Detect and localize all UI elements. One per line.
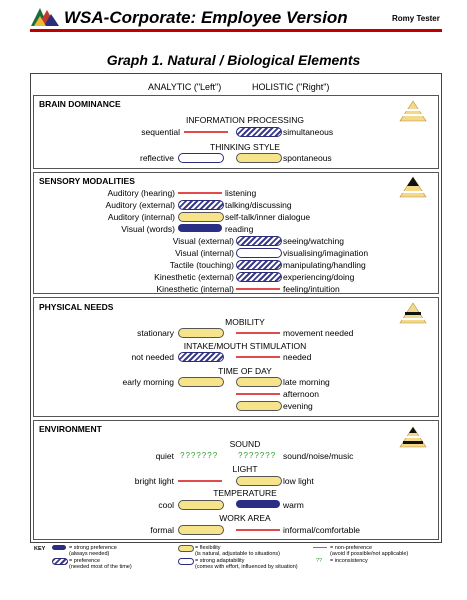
label-low-light: low light (283, 476, 314, 486)
label-listening: listening (225, 188, 257, 198)
bar-nonpreference (236, 332, 280, 334)
pyramid-icon (399, 100, 427, 122)
inconsistency-marker: ??????? (238, 451, 277, 460)
inconsistency-marker: ??????? (180, 451, 219, 460)
work-area-heading: WORK AREA (219, 513, 271, 523)
label-visual-internal: Visual (internal) (175, 248, 234, 258)
label-tactile: Tactile (touching) (169, 260, 234, 270)
label-bright-light: bright light (134, 476, 174, 486)
key-nonpreference-text: = non-preference (330, 545, 373, 551)
label-kinesthetic-external: Kinesthetic (external) (154, 272, 234, 282)
time-of-day-heading: TIME OF DAY (218, 366, 272, 376)
bar-flexibility (178, 500, 224, 510)
bar-flexibility (178, 525, 224, 535)
key-inconsistency-swatch: ?? (316, 558, 323, 564)
section-title: SENSORY MODALITIES (39, 176, 135, 186)
bar-flexibility (236, 476, 282, 486)
info-processing-heading: INFORMATION PROCESSING (186, 115, 304, 125)
bar-strong-adaptability (178, 153, 224, 163)
bar-nonpreference (236, 529, 280, 531)
key-label: KEY (34, 546, 46, 552)
label-manipulating: manipulating/handling (283, 260, 366, 270)
label-cool: cool (158, 500, 174, 510)
light-heading: LIGHT (232, 464, 258, 474)
section-title: ENVIRONMENT (39, 424, 102, 434)
label-needed: needed (283, 352, 312, 362)
label-evening: evening (283, 401, 313, 411)
label-reading: reading (225, 224, 254, 234)
bar-flexibility (178, 328, 224, 338)
column-header-left: ANALYTIC ("Left") (148, 82, 222, 92)
label-reflective: reflective (139, 153, 174, 163)
label-visual-words: Visual (words) (121, 224, 175, 234)
user-name: Romy Tester (392, 14, 440, 23)
bar-strong-preference (178, 224, 222, 232)
key-strong-swatch (52, 545, 66, 550)
bar-nonpreference (178, 480, 222, 482)
label-talking: talking/discussing (225, 200, 292, 210)
bar-strong-adaptability (236, 248, 282, 258)
key-strong-text: = strong preference (69, 545, 117, 551)
bar-nonpreference (236, 356, 280, 358)
label-visual-external: Visual (external) (172, 236, 234, 246)
pyramid-icon (399, 426, 427, 448)
section-title: PHYSICAL NEEDS (39, 302, 114, 312)
label-stationary: stationary (137, 328, 174, 338)
bar-preference (236, 127, 282, 137)
label-experiencing: experiencing/doing (283, 272, 355, 282)
label-seeing: seeing/watching (283, 236, 344, 246)
label-movement-needed: movement needed (283, 328, 354, 338)
bar-preference (178, 352, 224, 362)
column-header-right: HOLISTIC ("Right") (252, 82, 330, 92)
label-afternoon: afternoon (283, 389, 319, 399)
bar-nonpreference (236, 393, 280, 395)
key-preference-swatch (52, 558, 68, 565)
label-feeling: feeling/intuition (283, 284, 340, 294)
bar-preference (236, 260, 282, 270)
key-inconsistency-text: = inconsistency (330, 558, 368, 564)
label-auditory-external: Auditory (external) (105, 200, 175, 210)
key-strong-adaptability-swatch (178, 558, 194, 565)
label-visualising: visualising/imagination (283, 248, 369, 258)
bar-preference (236, 272, 282, 282)
bar-flexibility (178, 212, 224, 222)
bar-preference (236, 236, 282, 246)
label-kinesthetic-internal: Kinesthetic (internal) (156, 284, 234, 294)
label-not-needed: not needed (131, 352, 174, 362)
key-strong-adaptability-text: = strong adaptability (195, 558, 245, 564)
key-preference-text: = preference (69, 558, 101, 564)
bar-nonpreference (236, 288, 280, 290)
key-flexibility-desc: (is natural, adjustable to situations) (195, 551, 280, 557)
key-preference-desc: (needed most of the time) (69, 564, 132, 570)
label-informal: informal/comfortable (283, 525, 361, 535)
key-flexibility-text: = flexibility (195, 545, 221, 551)
intake-heading: INTAKE/MOUTH STIMULATION (183, 341, 307, 351)
key-flexibility-swatch (178, 545, 194, 552)
label-formal: formal (150, 525, 174, 535)
temperature-heading: TEMPERATURE (213, 488, 277, 498)
pyramid-icon (399, 176, 427, 198)
bar-nonpreference (178, 192, 222, 194)
label-auditory-internal: Auditory (internal) (107, 212, 175, 222)
label-late-morning: late morning (283, 377, 330, 387)
label-early-morning: early morning (122, 377, 174, 387)
mobility-heading: MOBILITY (225, 317, 265, 327)
key-nonpreference-desc: (avoid if possible/not applicable) (330, 551, 409, 557)
key-strong-adaptability-desc: (comes with effort, influenced by situation) (195, 564, 298, 570)
bar-strong-preference (236, 500, 280, 508)
label-quiet: quiet (155, 451, 174, 461)
header-rule (30, 29, 442, 32)
bar-flexibility (236, 401, 282, 411)
label-sound-noise-music: sound/noise/music (283, 451, 354, 461)
label-warm: warm (283, 500, 304, 510)
bar-flexibility (178, 377, 224, 387)
thinking-style-heading: THINKING STYLE (210, 142, 280, 152)
wsa-logo (28, 4, 62, 28)
label-sequential: sequential (141, 127, 180, 137)
key-strong-desc: (always needed) (69, 551, 110, 557)
section-title: BRAIN DOMINANCE (39, 99, 121, 109)
bar-preference (178, 200, 224, 210)
key-nonpreference-swatch (313, 547, 327, 548)
label-selftalk: self-talk/inner dialogue (225, 212, 311, 222)
graph-title: Graph 1. Natural / Biological Elements (106, 52, 361, 68)
bar-flexibility (236, 153, 282, 163)
sound-heading: SOUND (229, 439, 261, 449)
label-auditory-hearing: Auditory (hearing) (107, 188, 175, 198)
bar-flexibility (236, 377, 282, 387)
app-title: WSA-Corporate: Employee Version (64, 8, 348, 27)
label-spontaneous: spontaneous (283, 153, 332, 163)
pyramid-icon (399, 302, 427, 324)
bar-nonpreference (184, 131, 228, 133)
label-simultaneous: simultaneous (283, 127, 334, 137)
